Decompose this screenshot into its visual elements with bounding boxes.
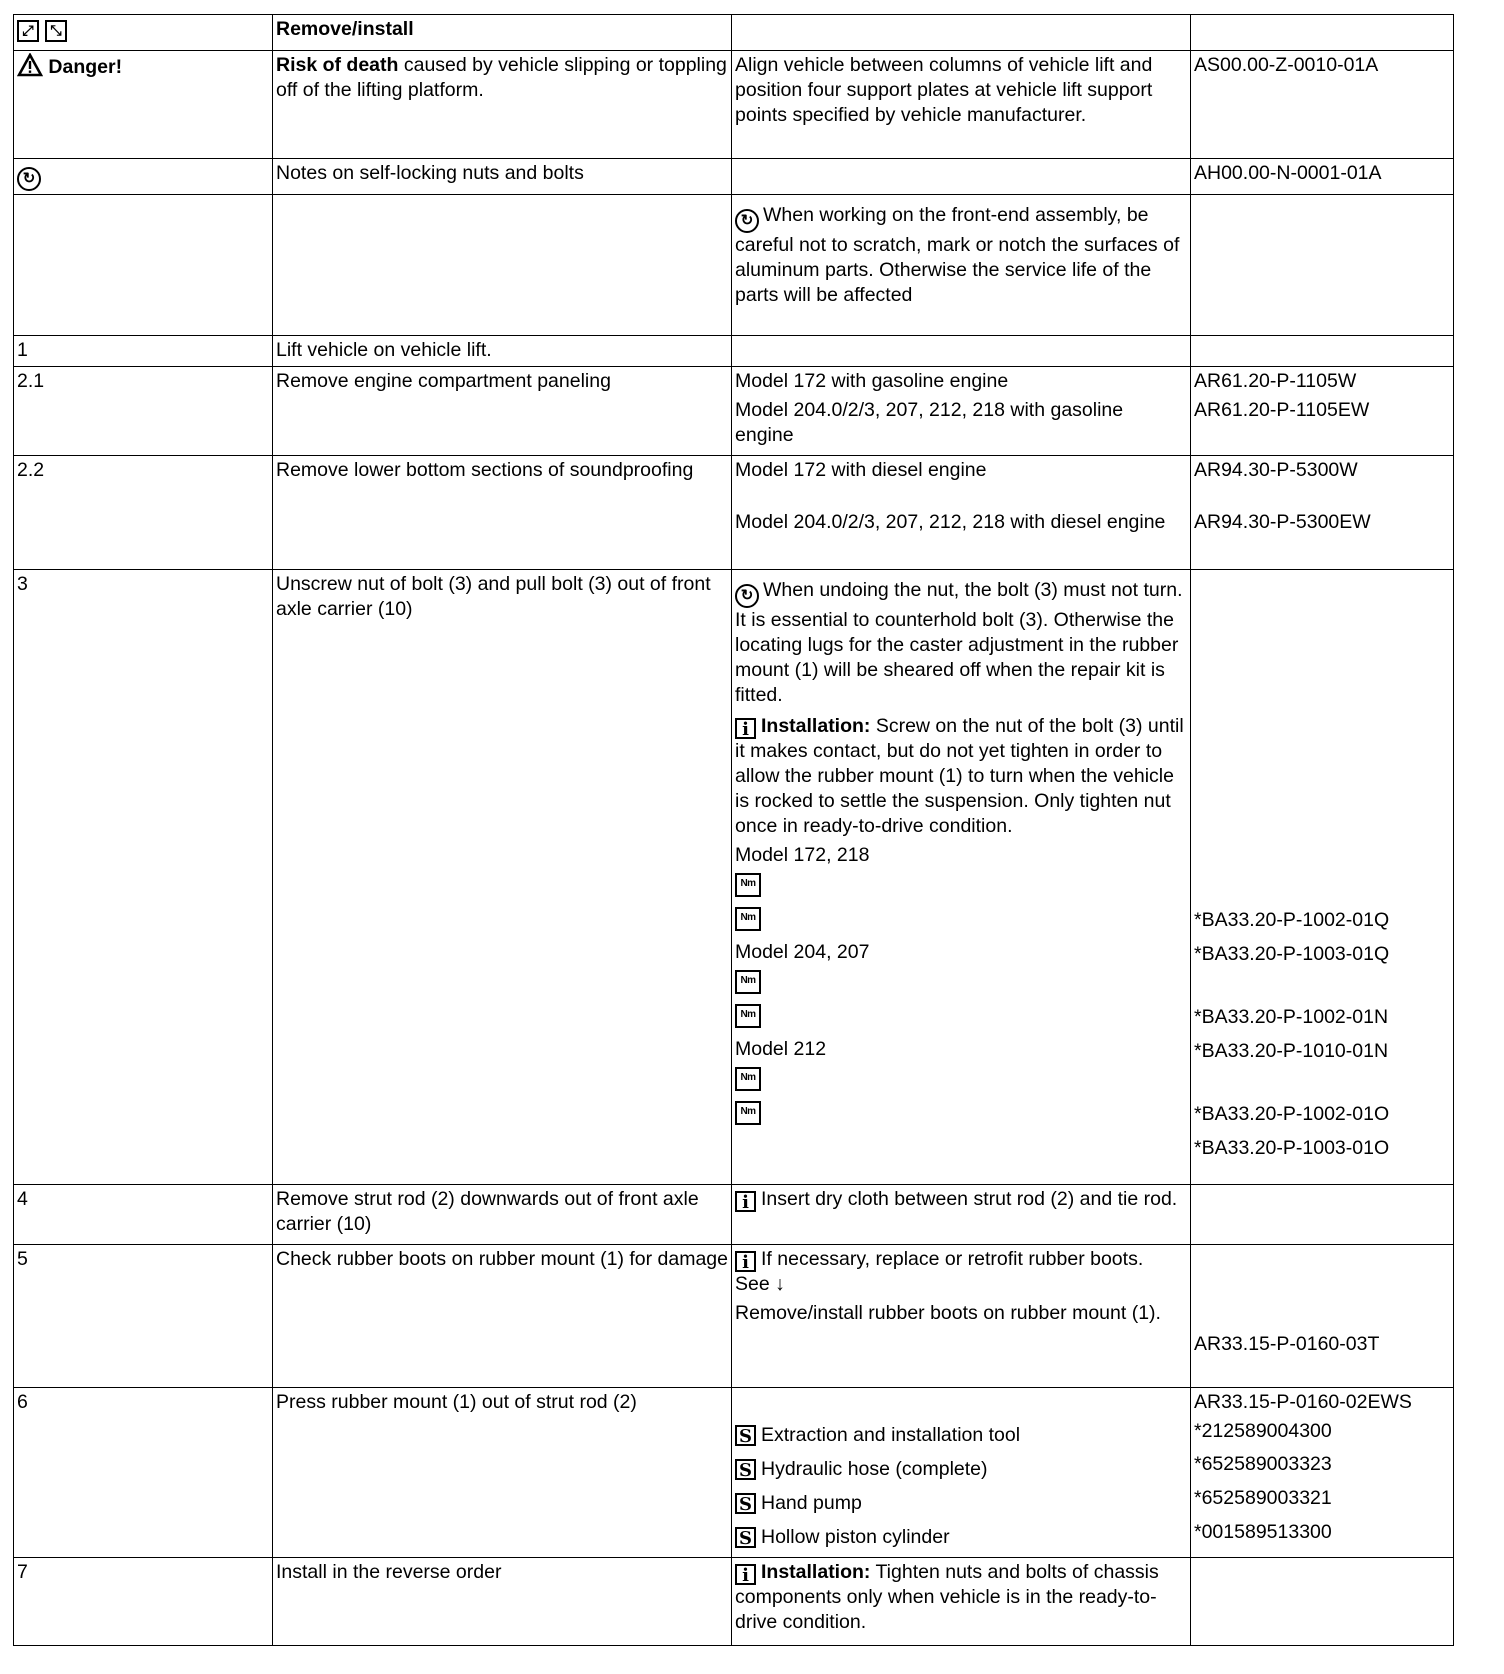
step-row — [14, 336, 1454, 367]
torque-icon: Nm — [735, 873, 761, 897]
tool-name: Hand pump — [761, 1491, 862, 1514]
cross-ref-text[interactable]: Remove/install rubber boots on rubber mount (1). — [735, 1302, 1161, 1324]
collapse-icon[interactable]: ⤡ — [45, 20, 67, 42]
info-icon: i — [735, 1191, 756, 1212]
see-label: See — [735, 1273, 770, 1295]
model-variant: Model 172, 218 — [735, 844, 870, 866]
step-row — [14, 1558, 1454, 1646]
notes-text: Notes on self-locking nuts and bolts — [273, 159, 732, 195]
doc-ref-link[interactable]: AR94.30-P-5300EW — [1194, 511, 1371, 533]
step-number: 5 — [14, 1245, 273, 1388]
step-text: Remove strut rod (2) downwards out of front axle carrier (10) — [273, 1185, 732, 1245]
step-number: 7 — [14, 1558, 273, 1646]
doc-ref-link[interactable]: AR61.20-P-1105W — [1194, 370, 1357, 392]
step-text: Press rubber mount (1) out of strut rod (2) — [273, 1388, 732, 1558]
step-row — [14, 1245, 1454, 1388]
step-number: 4 — [14, 1185, 273, 1245]
tool-name: Hydraulic hose (complete) — [761, 1457, 988, 1480]
tool-icon: S — [735, 1493, 756, 1514]
danger-bold: Risk of death — [276, 54, 399, 76]
header-icons-cell — [14, 15, 273, 51]
note-circle-icon: ↻ — [735, 209, 759, 233]
note-circle-icon: ↻ — [17, 167, 41, 191]
step-number: 1 — [14, 336, 273, 367]
info-icon: i — [735, 718, 756, 739]
tool-ref-link[interactable]: *652589003323 — [1194, 1452, 1332, 1475]
model-variant: Model 172 with diesel engine — [735, 459, 987, 481]
step-text: Remove engine compartment paneling — [273, 367, 732, 456]
doc-ref-link[interactable]: AR61.20-P-1105EW — [1194, 399, 1370, 421]
step-row — [14, 456, 1454, 570]
installation-label: Installation: — [761, 1561, 871, 1583]
tool-icon: S — [735, 1527, 756, 1548]
torque-icon: Nm — [735, 1067, 761, 1091]
danger-instruction: Align vehicle between columns of vehicle lift and position four support plates at vehicle lift support points specified by vehicle manufacturer. — [732, 51, 1191, 159]
step-row — [14, 367, 1454, 456]
step-number: 6 — [14, 1388, 273, 1558]
tool-ref-link[interactable]: *212589004300 — [1194, 1419, 1332, 1442]
notes-row — [14, 159, 1454, 195]
torque-ref-link[interactable]: *BA33.20-P-1002-01Q — [1194, 908, 1390, 931]
step-row — [14, 1185, 1454, 1245]
tool-icon: S — [735, 1425, 756, 1446]
danger-text-cell — [273, 51, 732, 159]
arrow-down-icon: ↓ — [775, 1273, 785, 1295]
info-icon: i — [735, 1564, 756, 1585]
torque-icon: Nm — [735, 1004, 761, 1028]
installation-text: Tighten nuts and bolts of chassis components only when vehicle is in the ready-to-drive condition. — [735, 1561, 1159, 1633]
torque-ref-link[interactable]: *BA33.20-P-1003-01O — [1194, 1136, 1390, 1159]
warning-triangle-icon — [17, 53, 43, 77]
note-text: If necessary, replace or retrofit rubber boots. — [761, 1248, 1144, 1270]
danger-text: caused by vehicle slipping or toppling off of the lifting platform. — [276, 54, 727, 101]
model-variant: Model 204.0/2/3, 207, 212, 218 with gasoline engine — [735, 399, 1124, 446]
danger-row — [14, 51, 1454, 159]
danger-label-cell — [14, 51, 273, 159]
torque-icon: Nm — [735, 907, 761, 931]
tool-name: Hollow piston cylinder — [761, 1525, 950, 1548]
header-title: Remove/install — [273, 15, 732, 51]
torque-ref-link[interactable]: *BA33.20-P-1003-01Q — [1194, 942, 1390, 965]
step-row — [14, 570, 1454, 1185]
procedure-table — [13, 14, 1454, 1646]
danger-ref[interactable]: AS00.00-Z-0010-01A — [1191, 51, 1454, 159]
doc-ref-link[interactable]: AR33.15-P-0160-03T — [1194, 1333, 1380, 1355]
step-number: 2.1 — [14, 367, 273, 456]
info-icon: i — [735, 1251, 756, 1272]
step-text: Unscrew nut of bolt (3) and pull bolt (3) out of front axle carrier (10) — [273, 570, 732, 1185]
step-number: 3 — [14, 570, 273, 1185]
torque-ref-link[interactable]: *BA33.20-P-1002-01O — [1194, 1102, 1390, 1125]
installation-text: Screw on the nut of the bolt (3) until it makes contact, but do not yet tighten in order to allow the rubber mount (1) to turn when the vehicle is rocked to settle the suspension. Only tighten nut once in ready-to-drive condition. — [735, 715, 1184, 837]
model-variant: Model 204.0/2/3, 207, 212, 218 with diesel engine — [735, 511, 1166, 533]
step-row — [14, 1388, 1454, 1558]
step-text: Remove lower bottom sections of soundproofing — [273, 456, 732, 570]
model-variant: Model 204, 207 — [735, 941, 870, 963]
torque-ref-link[interactable]: *BA33.20-P-1002-01N — [1194, 1005, 1389, 1028]
note-circle-icon: ↻ — [735, 584, 759, 608]
doc-ref-link[interactable]: AR33.15-P-0160-02EWS — [1194, 1391, 1412, 1413]
tool-icon: S — [735, 1459, 756, 1480]
notes-ref[interactable]: AH00.00-N-0001-01A — [1191, 159, 1454, 195]
torque-icon: Nm — [735, 1101, 761, 1125]
step-text: Install in the reverse order — [273, 1558, 732, 1646]
header-row — [14, 15, 1454, 51]
model-variant: Model 172 with gasoline engine — [735, 370, 1009, 392]
doc-ref-link[interactable]: AR94.30-P-5300W — [1194, 459, 1358, 481]
torque-icon: Nm — [735, 970, 761, 994]
torque-ref-link[interactable]: *BA33.20-P-1010-01N — [1194, 1039, 1389, 1062]
step-number: 2.2 — [14, 456, 273, 570]
aluminum-note-row — [14, 195, 1454, 336]
tool-ref-link[interactable]: *001589513300 — [1194, 1520, 1332, 1543]
tool-name: Extraction and installation tool — [761, 1423, 1021, 1446]
aluminum-note: When working on the front-end assembly, be careful not to scratch, mark or notch the surfaces of aluminum parts. Otherwise the service life of the parts will be affected — [735, 204, 1180, 306]
tool-ref-link[interactable]: *652589003321 — [1194, 1486, 1332, 1509]
danger-label: Danger! — [48, 56, 123, 78]
step-text: Lift vehicle on vehicle lift. — [273, 336, 732, 367]
installation-label: Installation: — [761, 715, 871, 737]
step-text: Check rubber boots on rubber mount (1) for damage — [273, 1245, 732, 1388]
expand-icon[interactable]: ⤢ — [17, 20, 39, 42]
note-text: When undoing the nut, the bolt (3) must not turn. It is essential to counterhold bolt (3). Otherwise the locating lugs for the caster adjustment in the rubber mount (1) will be sheared off when the repair kit is fitted. — [735, 579, 1183, 706]
note-text: Insert dry cloth between strut rod (2) and tie rod. — [761, 1188, 1178, 1210]
model-variant: Model 212 — [735, 1038, 827, 1060]
